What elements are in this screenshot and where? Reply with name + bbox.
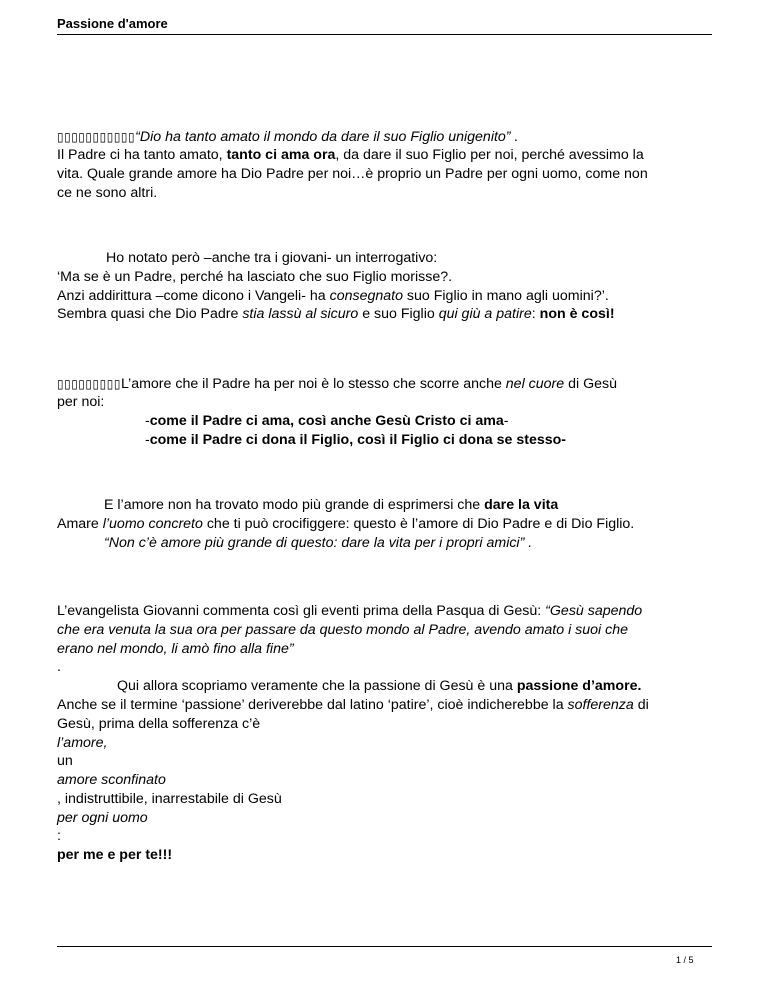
p4-line-3 — [104, 534, 532, 553]
p3-italic: nel cuore — [505, 376, 565, 392]
p2-italic: consegnato — [329, 288, 403, 304]
p5-line-9: un — [57, 753, 73, 769]
p5-italic: sofferenza — [567, 697, 634, 713]
p2-text: : — [531, 306, 540, 322]
missing-glyph-boxes: ▯▯▯▯▯▯▯▯▯ — [57, 377, 121, 391]
p1-text: , da dare il suo Figlio per noi, perché avessimo la — [335, 147, 644, 163]
p1-bold: tanto ci ama ora — [226, 147, 336, 163]
p2-text: Anzi addirittura –come dicono i Vangeli- ha — [57, 288, 330, 304]
p3-line-1 — [57, 375, 617, 394]
p5-line-14 — [57, 846, 172, 865]
p3-line-2: per noi: — [57, 394, 105, 410]
p5-text: L’evangelista Giovanni commenta così gli eventi prima della Pasqua di Gesù: — [57, 603, 546, 619]
p5-italic: per ogni uomo — [57, 810, 148, 826]
p3-bullet-2 — [145, 431, 566, 450]
p2-line-1: Ho notato però –anche tra i giovani- un interrogativo: — [106, 250, 438, 266]
p5-text: Qui allora scopriamo veramente che la passione di Gesù è una — [117, 678, 517, 694]
p1-line-3: vita. Quale grande amore ha Dio Padre per noi…è proprio un Padre per ogni uomo, come non — [57, 166, 648, 182]
p4-italic: l’uomo concreto — [102, 516, 203, 532]
p2-italic: qui giù a patire — [438, 306, 532, 322]
p2-line-2: ‘Ma se è un Padre, perché ha lasciato che suo Figlio morisse?. — [57, 269, 453, 285]
p5-line-7: Gesù, prima della sofferenza c’è — [57, 716, 261, 732]
p3-bold: come il Padre ci dona il Figlio, così il Figlio ci dona se stesso- — [149, 432, 567, 448]
page-number: 1 / 5 — [676, 955, 694, 965]
p5-italic: erano nel mondo, li amò fino alla fine” — [57, 641, 294, 657]
p5-line-6 — [57, 696, 649, 715]
p2-italic: stia lassù al sicuro — [242, 306, 359, 322]
dash: - — [503, 413, 509, 429]
p5-line-8 — [57, 734, 107, 753]
p4-italic-quote: “Non c’è amore più grande di questo: dare la vita per i propri amici” . — [104, 535, 533, 551]
p2-line-3 — [57, 287, 609, 306]
dash: - — [145, 413, 150, 429]
p2-text: suo Figlio in mano agli uomini?’. — [402, 288, 609, 304]
p2-text: Sembra quasi che Dio Padre — [57, 306, 243, 322]
p5-line-12 — [57, 809, 148, 828]
p5-line-2 — [57, 621, 628, 640]
dash: - — [145, 432, 150, 448]
p1-line-4: ce ne sono altri. — [57, 185, 158, 201]
p3-bold: come il Padre ci ama, così anche Gesù Cristo ci ama — [149, 413, 504, 429]
p5-text: Anche se il termine ‘passione’ deriverebbe dal latino ‘patire’, cioè indicherebbe la — [57, 697, 568, 713]
p3-text: di Gesù — [564, 376, 618, 392]
p5-text: di — [633, 697, 649, 713]
p5-line-1 — [57, 602, 642, 621]
p5-bold: passione d’amore. — [516, 678, 642, 694]
p5-italic: amore sconfinato — [57, 772, 166, 788]
p1-line-1 — [57, 128, 518, 147]
p2-bold: non è così! — [539, 306, 615, 322]
p5-italic: “Gesù sapendo — [545, 603, 643, 619]
footer-divider — [57, 946, 712, 947]
p3-bullet-1 — [145, 412, 509, 431]
p3-text: L’amore che il Padre ha per noi è lo stesso che scorre anche — [120, 376, 506, 392]
p5-line-5 — [117, 677, 641, 696]
missing-glyph-boxes: ▯▯▯▯▯▯▯▯▯▯▯ — [57, 130, 136, 144]
p4-bold: dare la vita — [484, 497, 559, 513]
p4-text: Amare — [57, 516, 103, 532]
p1-quote: “Dio ha tanto amato il mondo da dare il suo Figlio unigenito” . — [135, 129, 519, 145]
p5-line-13: : — [57, 828, 61, 844]
p1-text: Il Padre ci ha tanto amato, — [57, 147, 227, 163]
p2-line-4 — [57, 305, 615, 324]
p5-italic: che era venuta la sua ora per passare da questo mondo al Padre, avendo amato i suoi che — [57, 622, 629, 638]
p5-italic: l’amore, — [57, 735, 108, 751]
page-header-title: Passione d'amore — [57, 16, 168, 31]
p5-line-4: . — [57, 659, 61, 675]
p5-line-11: , indistruttibile, inarrestabile di Gesù — [57, 791, 282, 807]
p2-text: e suo Figlio — [358, 306, 439, 322]
p4-text: E l’amore non ha trovato modo più grande di esprimersi che — [104, 497, 485, 513]
p4-text: che ti può crocifiggere: questo è l’amore di Dio Padre e di Dio Figlio. — [202, 516, 635, 532]
p5-bold-closing: per me e per te!!! — [57, 847, 173, 863]
p4-line-2 — [57, 515, 634, 534]
p5-line-10 — [57, 771, 166, 790]
p1-line-2 — [57, 146, 644, 165]
p5-line-3 — [57, 640, 294, 659]
header-divider — [57, 34, 712, 35]
p4-line-1 — [104, 496, 558, 515]
